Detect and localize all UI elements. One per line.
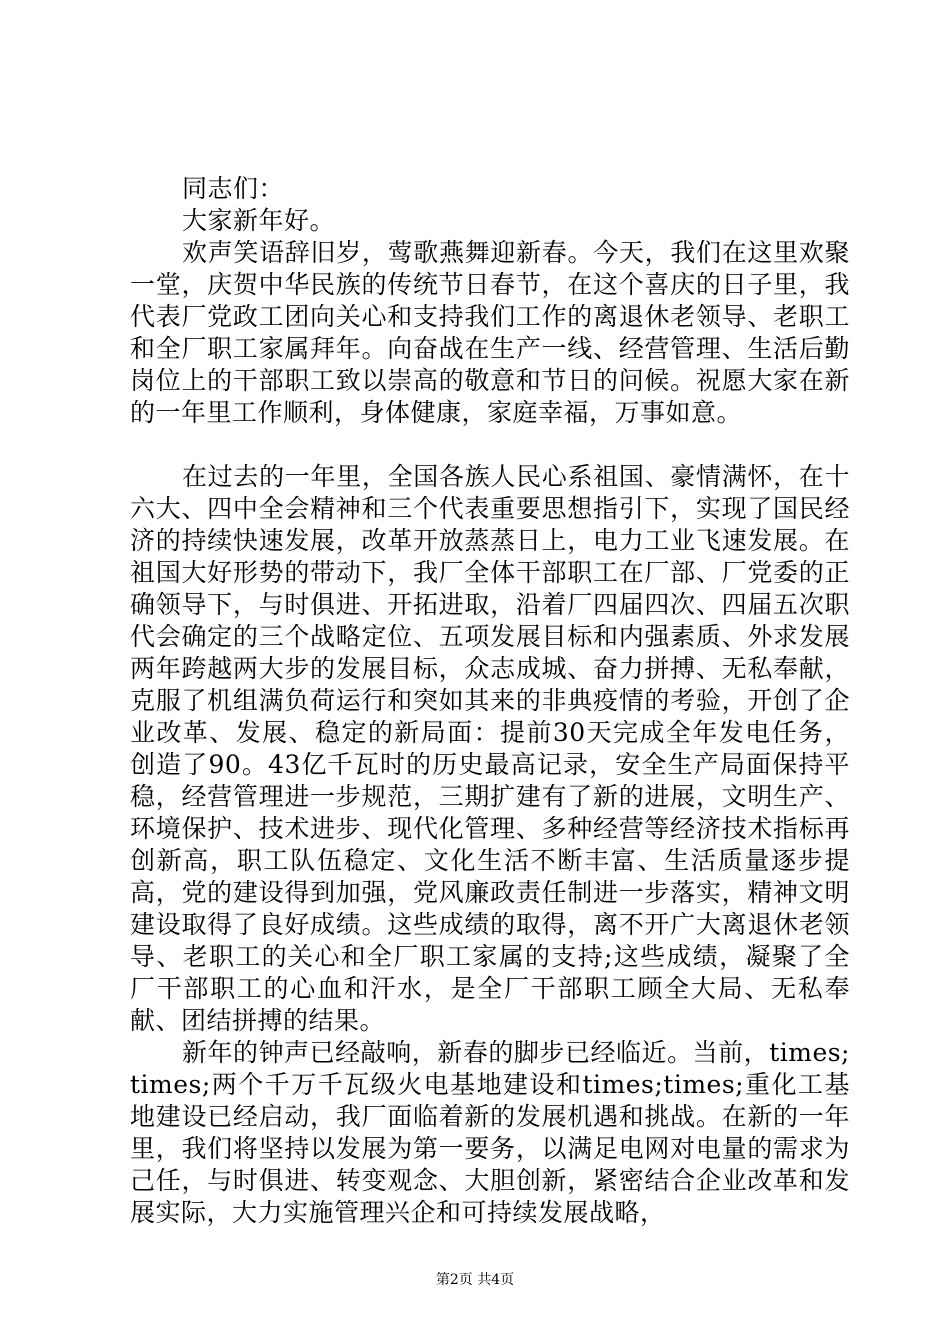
paragraph-new-year-outlook: 新年的钟声已经敲响，新春的脚步已经临近。当前，times;times;两个千万千瓦级火电基地建设和times;times;重化工基地建设已经启动，我厂面临着新的发展机遇和挑战。在新的一年里，我们将坚持以发展为第一要务，以满足电网对电量的需求为己任，与时俱进、转变观念、大胆创新，紧密结合企业改革和发展实际，大力实施管理兴企和可持续发展战略，: [130, 1038, 850, 1227]
salutation: 同志们：: [182, 174, 285, 203]
document-body: [130, 173, 850, 1229]
greeting: 大家新年好。: [182, 206, 336, 235]
page-number-footer: 第2页 共4页: [435, 1272, 515, 1288]
paragraph-past-year-review: 在过去的一年里，全国各族人民心系祖国、豪情满怀，在十六大、四中全会精神和三个代表重要思想指引下，实现了国民经济的持续快速发展，改革开放蒸蒸日上，电力工业飞速发展。在祖国大好形势的带动下，我厂全体干部职工在厂部、厂党委的正确领导下，与时俱进、开拓进取，沿着厂四届四次、四届五次职代会确定的三个战略定位、五项发展目标和内强素质、外求发展两年跨越两大步的发展目标，众志成城、奋力拼搏、无私奉献，克服了机组满负荷运行和突如其来的非典疫情的考验，开创了企业改革、发展、稳定的新局面：提前30天完成全年发电任务，创造了90。43亿千瓦时的历史最高记录，安全生产局面保持平稳，经营管理进一步规范，三期扩建有了新的进展，文明生产、环境保护、技术进步、现代化管理、多种经营等经济技术指标再创新高，职工队伍稳定、文化生活不断丰富、生活质量逐步提高，党的建设得到加强，党风廉政责任制进一步落实，精神文明建设取得了良好成绩。这些成绩的取得，离不开广大离退休老领导、老职工的关心和全厂职工家属的支持;这些成绩，凝聚了全厂干部职工的心血和汗水，是全厂干部职工顾全大局、无私奉献、团结拼搏的结果。: [130, 462, 850, 1035]
paragraph-new-year-wishes: 欢声笑语辞旧岁，莺歌燕舞迎新春。今天，我们在这里欢聚一堂，庆贺中华民族的传统节日春节，在这个喜庆的日子里，我代表厂党政工团向关心和支持我们工作的离退休老领导、老职工和全厂职工家属拜年。向奋战在生产一线、经营管理、生活后勤岗位上的干部职工致以崇高的敬意和节日的问候。祝愿大家在新的一年里工作顺利，身体健康，家庭幸福，万事如意。: [130, 238, 850, 427]
